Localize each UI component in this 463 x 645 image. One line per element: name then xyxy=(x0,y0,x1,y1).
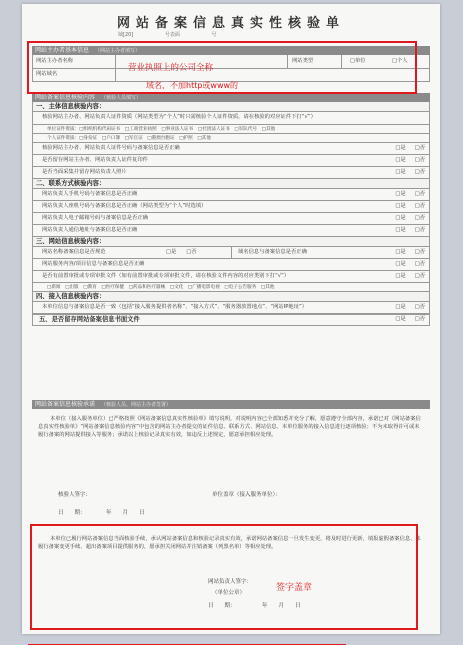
part1-row-3 xyxy=(32,143,430,155)
site-type-unit-checkbox[interactable]: □单位 xyxy=(350,57,366,64)
yes-no-checkboxes[interactable] xyxy=(395,247,425,258)
domain-label: 网站域名 xyxy=(36,71,58,78)
section-title: 网站备案信息核验内容 xyxy=(35,94,96,101)
section-verify-promise xyxy=(32,400,430,409)
form-title: 网站备案信息真实性核验单 xyxy=(116,16,345,31)
form-number-prefix: 域[20] xyxy=(118,32,134,38)
no-checkbox[interactable]: □否 xyxy=(186,248,197,255)
no-checkbox[interactable]: □否 xyxy=(414,190,425,197)
no-checkbox[interactable]: □否 xyxy=(414,260,425,267)
company-name-hint: 营业执照上的公司全称 xyxy=(128,63,214,73)
yes-checkbox[interactable]: □是 xyxy=(395,248,406,255)
yes-checkbox[interactable]: □是 xyxy=(395,226,406,233)
date2-label: 日 期： xyxy=(208,603,236,609)
part4-row-text: 本单位信息与备案信息是否一致（包括“接入服务提供者名称”、“接入方式”、“服务器放置地点”、“网站IP地址”） xyxy=(42,303,308,310)
part2-row-1 xyxy=(32,201,430,213)
form-number-mid: 号表面 xyxy=(164,32,180,38)
no-checkbox[interactable]: □否 xyxy=(414,226,425,233)
part3-heading: 三、网站信息核验内容： xyxy=(32,237,430,247)
part4-row-0 xyxy=(32,302,430,314)
part2-heading: 二、联系方式核验内容： xyxy=(32,179,430,189)
no-checkbox[interactable]: □否 xyxy=(414,144,425,151)
no-checkbox[interactable]: □否 xyxy=(414,156,425,163)
yes-no-checkboxes[interactable] xyxy=(395,315,425,325)
site-type-label: 网站类型 xyxy=(292,57,314,64)
part2-row-0 xyxy=(32,189,430,201)
date2-fill: 年 月 日 xyxy=(262,603,301,609)
yes-no-checkboxes[interactable] xyxy=(395,143,425,154)
sponsor-name-label: 网站主办者名称 xyxy=(36,57,74,64)
part3-row-0 xyxy=(32,247,430,259)
part3-row-text: 域名信息与备案信息是否正确 xyxy=(238,248,307,255)
part1-row-text: 核验网站主办者、网站负责人证件号码与备案信息是否正确 xyxy=(42,144,180,151)
yes-checkbox[interactable]: □是 xyxy=(395,190,406,197)
yes-checkbox[interactable]: □是 xyxy=(395,168,406,175)
part5-row xyxy=(32,314,430,326)
domain-hint: 域名，不加http或www的 xyxy=(146,81,239,90)
yes-no-checkboxes[interactable] xyxy=(395,271,425,282)
yes-no-checkboxes[interactable] xyxy=(395,201,425,212)
yes-checkbox[interactable]: □是 xyxy=(395,202,406,209)
part1-row-4 xyxy=(32,155,430,167)
date-fill: 年 月 日 xyxy=(106,510,145,516)
yes-checkbox[interactable]: □是 xyxy=(395,272,406,279)
no-checkbox[interactable]: □否 xyxy=(414,316,425,323)
promise-paragraph-2: 本单位已履行网站备案信息当面核验手续，承认网站备案信息和核验记录真实有效，承诺网站备案信息一旦发生变更，将及时进行更新，填报虚假备案信息、未履行备案变更手续、超出备案项目提供服务的，愿承担关闭网站并注销备案（列黑名单）等相应处理。 xyxy=(38,536,421,550)
no-checkbox[interactable]: □否 xyxy=(414,272,425,279)
yes-checkbox[interactable]: □是 xyxy=(395,303,406,310)
part3-row-1 xyxy=(32,259,430,271)
section-note: （核验人员填写） xyxy=(101,95,142,101)
part1-heading: 一、主体信息核验内容： xyxy=(32,102,430,112)
part3-row-text: 网站名称备案信息是否规范 xyxy=(42,248,106,255)
no-checkbox[interactable]: □否 xyxy=(414,168,425,175)
section-note: （网站主办者填写） xyxy=(95,48,141,54)
promise-paragraph-1: 本单位（接入服务单位）已严格按照《网站备案信息真实性核验单》填写说明，对说明内容已全部知悉并充分了解，愿意遵守全部内容，承诺已对《网站备案信息真实性核验单》“网站备案信息核验内容”中包含的网站主办者提交的证件信息、联系方式、网站信息、本单位服务的接入信息进行逐项核验；不为未取得许可或未履行备案的网站提供接入等服务；承诺以上核验记录真实有效，如违反上述规定，愿意承担相应处理。 xyxy=(38,416,421,438)
part4-heading: 四、接入信息核验内容： xyxy=(32,292,430,302)
part1-row-text: 是否留存网站主办者、网站负责人证件复印件 xyxy=(42,156,148,163)
unit-seal-label: 单位盖章（接入服务单位）： xyxy=(212,492,281,498)
part1-row-0 xyxy=(32,112,430,125)
part2-row-2 xyxy=(32,213,430,225)
yes-checkbox[interactable]: □是 xyxy=(395,316,406,323)
part1-person-cert-options[interactable]: 个人证件资质：□身份证 □户口簿 □军官证 □港澳台胞证 □护照 □其他 xyxy=(32,134,430,143)
site-type-person-checkbox[interactable]: □个人 xyxy=(392,57,408,64)
part2-row-text: 网站负责人座机号码与备案信息是否正确（网站类型为“个人”时选填） xyxy=(42,202,207,209)
yes-no-checkboxes[interactable] xyxy=(395,189,425,200)
yes-checkbox[interactable]: □是 xyxy=(395,260,406,267)
part1-unit-cert-options[interactable]: 单位证件资质：□组织机构代码证书 □工商营业执照 □事业法人证书 □社团法人证书 □军队代号 □其他 xyxy=(32,125,430,134)
part3-row-text: 是否有前置审批或专项审批文件（如有前置审批或专项审批文件，请在核验文件内容的对应类别下打“√”） xyxy=(42,272,290,279)
part2-row-3 xyxy=(32,225,430,237)
section-note: （核验人员、网站主办者签署） xyxy=(101,402,172,408)
part1-row-text: 核验网站主办者、网站负责人证件资质（网站类型为“个人”时只需核验个人证件资质，请在核验的对应证件下打“√”） xyxy=(42,114,316,121)
part1-row-text: 是否当面采集并留存网站负责人照片 xyxy=(42,168,127,175)
checker-signature-label: 核验人签字： xyxy=(58,492,92,498)
part3-category-options[interactable]: □新闻 □出版 □教育 □医疗保健 □药品和医疗器械 □文化 □广播电影电视 □电子公告服务 □其他 xyxy=(32,283,430,292)
no-checkbox[interactable]: □否 xyxy=(414,303,425,310)
part3-row-2 xyxy=(32,271,430,283)
owner-signature-label: 网站负责人签字： xyxy=(208,579,253,585)
yes-checkbox[interactable]: □是 xyxy=(395,156,406,163)
owner-seal-label: （单位公章） xyxy=(212,590,246,596)
yes-checkbox[interactable]: □是 xyxy=(395,144,406,151)
yes-no-checkboxes[interactable] xyxy=(395,167,425,178)
yes-no-checkboxes[interactable] xyxy=(395,213,425,224)
form-number-suffix: 号 xyxy=(211,32,217,38)
section-title: 网站备案信息核验承诺 xyxy=(35,401,96,408)
section-verify-content xyxy=(32,93,430,102)
yes-no-checkboxes[interactable] xyxy=(163,247,223,258)
no-checkbox[interactable]: □否 xyxy=(414,202,425,209)
signature-hint: 签字盖章 xyxy=(276,583,313,593)
part5-heading: 五、是否留存网站备案信息书面文件 xyxy=(39,315,140,323)
signature-highlight-box xyxy=(30,524,418,630)
part2-row-text: 网站负责人手机号码与备案信息是否正确 xyxy=(42,190,138,197)
yes-no-checkboxes[interactable] xyxy=(395,155,425,166)
no-checkbox[interactable]: □否 xyxy=(414,214,425,221)
yes-no-checkboxes[interactable] xyxy=(395,259,425,270)
yes-no-checkboxes[interactable] xyxy=(395,225,425,236)
yes-no-checkboxes[interactable] xyxy=(395,302,425,313)
date-label: 日 期： xyxy=(58,510,86,516)
part1-row-5 xyxy=(32,167,430,179)
part2-row-text: 网站负责人通信地址与备案信息是否正确 xyxy=(42,226,138,233)
section-title: 网站主办者基本信息 xyxy=(35,47,90,54)
part2-row-text: 网站负责人电子邮箱号码与备案信息是否正确 xyxy=(42,214,148,221)
no-checkbox[interactable]: □否 xyxy=(414,248,425,255)
yes-checkbox[interactable]: □是 xyxy=(166,248,177,255)
yes-checkbox[interactable]: □是 xyxy=(395,214,406,221)
part3-row-text: 网站服务内容/项目信息与备案信息是否正确 xyxy=(42,260,145,267)
form-number-line xyxy=(118,31,246,38)
